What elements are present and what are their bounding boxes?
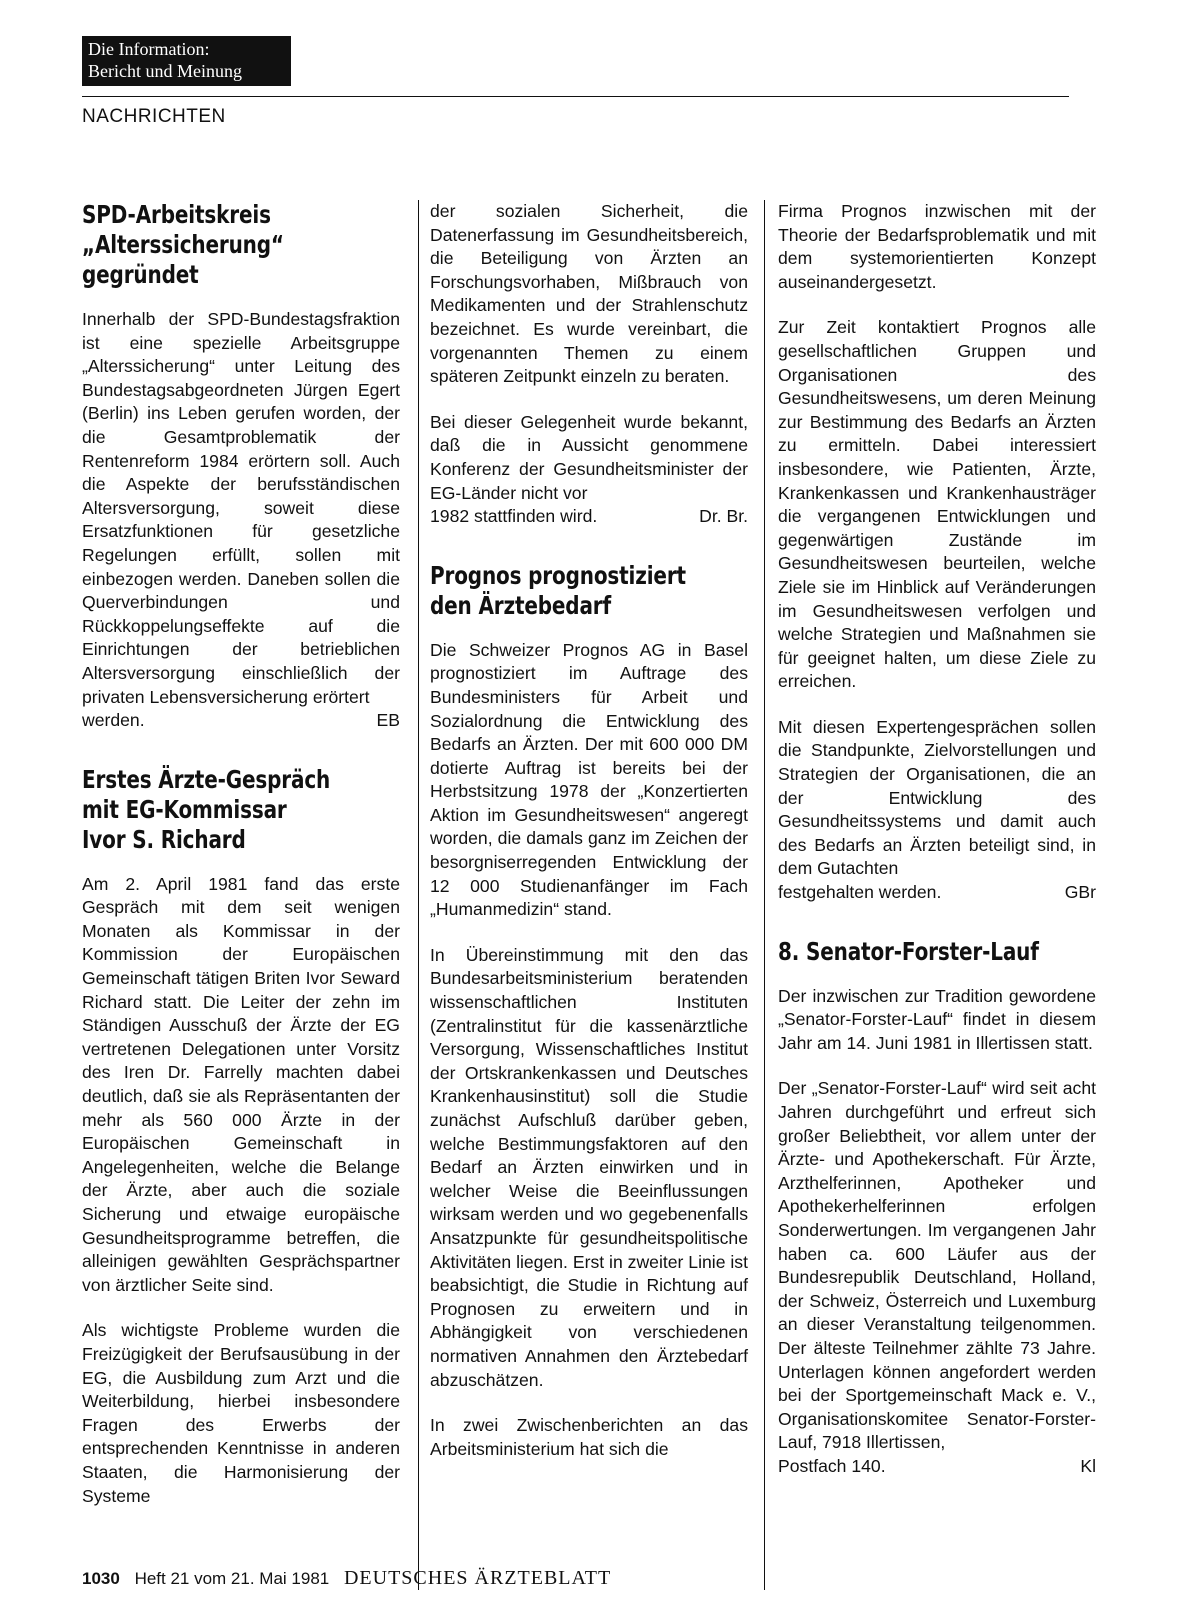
- article-1-headline: [82, 200, 400, 290]
- article-2-paragraph: Am 2. April 1981 fand das erste Gespräch mit dem seit wenigen Monaten als Kommissar in der Kommission der Europäischen Gemeinschaft tätigen Briten Ivor Seward Richard statt. Die Leiter der zehn im Ständigen Ausschuß der Ärzte der EG vertretenen Delegationen unter Vorsitz des Iren Dr. Farrelly machten dabei deutlich, daß sie als Repräsentanten der mehr als 560 000 Ärzte in der Europäischen Gemeinschaft in Angelegenheiten, welche die Belange der Ärzte, aber auch die soziale Sicherung und etwaige europäische Gesundheitsprogramme betreffen, die alleinigen gewählten Gesprächspartner von ärztlicher Seite sind.: [82, 873, 400, 1295]
- issue-info: Heft 21 vom 21. Mai 1981: [134, 1569, 330, 1588]
- article-3-paragraph: Firma Prognos inzwischen mit der Theorie der Bedarfsproblematik und mit dem systemorientierten Konzept auseinandergesetzt.: [778, 201, 1096, 292]
- article-3-paragraph: In Übereinstimmung mit den das Bundesarbeitsministerium beratenden wissenschaftlichen Instituten (Zentralinstitut für die kassenärztliche Versorgung, Wissenschaftliches Institut der Ortskrankenkassen und Deutsches Krankenhausinstitut) soll die Studie zunächst Aufschluß darüber geben, welche Bestimmungsfaktoren auf den Bedarf an Ärzten einwirken und in welcher Weise die Beeinflussungen wirksam werden und wo gegebenenfalls Ansatzpunkte für gesundheitspolitische Aktivitäten liegen. Erst in zweiter Linie ist beabsichtigt, die Studie in Richtung auf Prognosen zu erweitern und in Abhängigkeit von verschiedenen normativen Annahmen den Ärztebedarf abzuschätzen.: [430, 944, 748, 1390]
- article-1-headline-line: SPD-Arbeitskreis: [82, 200, 271, 229]
- article-2-last-line: 1982 stattfinden wird.: [430, 506, 598, 527]
- article-4-closing-line: [778, 1455, 1096, 1479]
- article-3-headline-line: den Ärztebedarf: [430, 590, 612, 620]
- article-1-closing-line: [82, 709, 400, 733]
- article-4-paragraph: Der inzwischen zur Tradition gewordene „Senator-Forster-Lauf“ findet in diesem Jahr am 14. Juni 1981 in Illertissen statt.: [778, 985, 1096, 1053]
- page-footer: [82, 1567, 611, 1590]
- article-3-headline-line: Prognos prognostiziert: [430, 560, 686, 590]
- article-4-headline-line: 8. Senator-Forster-Lauf: [778, 936, 1039, 966]
- article-3-signature: GBr: [1064, 882, 1096, 903]
- article-2-headline-line: Ivor S. Richard: [82, 824, 246, 854]
- article-2-closing-line: [430, 505, 748, 529]
- article-3-paragraph: Mit diesen Expertengesprächen sollen die Standpunkte, Zielvorstellungen und Strategien der Organisationen, die an der Entwicklung des Gesundheitssystems und damit auch des Bedarfs an Ärzten beteiligt sind, in dem Gutachten: [778, 716, 1096, 879]
- article-2-headline-line: mit EG-Kommissar: [82, 794, 287, 824]
- article-2-signature: Dr. Br.: [699, 506, 748, 527]
- article-1-signature: EB: [376, 710, 400, 731]
- column-divider-1: [418, 200, 419, 1590]
- article-4-signature: Kl: [1080, 1455, 1096, 1476]
- column-3: [778, 200, 1096, 1479]
- header-rule: [82, 96, 1069, 97]
- article-4-paragraph: Der „Senator-Forster-Lauf“ wird seit acht Jahren durchgeführt und erfreut sich großer Beliebtheit, vor allem unter der Ärzte- und Apothekerschaft. Für Ärzte, Arzthelferinnen, Apotheker und Apothekerhelferinnen erfolgen Sonderwertungen. Im vergangenen Jahr haben ca. 600 Läufer aus der Bundesrepublik Deutschland, Holland, der Schweiz, Österreich und Luxemburg an dieser Veranstaltung teilgenommen. Der älteste Teilnehmer zählte 73 Jahre. Unterlagen können angefordert werden bei der Sportgemeinschaft Mack e. V., Organisationskomitee Senator-Forster-Lauf, 7918 Illertissen,: [778, 1078, 1096, 1453]
- column-1: [82, 200, 400, 1508]
- article-3-last-line: festgehalten werden.: [778, 882, 942, 903]
- article-1-headline-line: gegründet: [82, 260, 199, 289]
- article-3-headline: [430, 561, 748, 621]
- article-1-paragraph: Innerhalb der SPD-Bundestagsfraktion ist eine spezielle Arbeitsgruppe „Alterssicherung“ unter Leitung des Bundestagsabgeordneten Jürgen Egert (Berlin) ins Leben gerufen worden, der die Gesamtproblematik der Rentenreform 1984 erörtern soll. Auch die Aspekte der berufsständischen Altersversorgung, soweit diese Ersatzfunktionen für gesetzliche Regelungen erfüllt, sollen mit einbezogen werden. Daneben sollen die Querverbindungen und Rückkoppelungseffekte auf die Einrichtungen der betrieblichen Altersversorgung einschließlich der privaten Lebensversicherung erörtert: [82, 309, 400, 707]
- column-2: [430, 200, 748, 1461]
- article-2-headline: [82, 765, 400, 855]
- article-1-headline-line: „Alterssicherung“: [82, 230, 284, 259]
- article-3-closing-line: [778, 881, 1096, 905]
- article-4-last-line: Postfach 140.: [778, 1455, 886, 1476]
- masthead: DEUTSCHES ÄRZTEBLATT: [343, 1567, 612, 1589]
- category-label-line-2: Bericht und Meinung: [88, 61, 242, 81]
- article-2-paragraph: der sozialen Sicherheit, die Datenerfassung im Gesundheitsbereich, die Beteiligung von Ärzten an Forschungsvorhaben, Mißbrauch von Medikamenten und der Strahlenschutz bezeichnet. Es wurde vereinbart, die vorgenannten Themen zu einem späteren Zeitpunkt einzeln zu beraten.: [430, 201, 748, 387]
- article-4-headline: [778, 937, 1096, 967]
- section-title: NACHRICHTEN: [82, 106, 226, 127]
- article-2-headline-line: Erstes Ärzte-Gespräch: [82, 764, 331, 794]
- article-1-last-line: werden.: [82, 710, 145, 731]
- article-3-paragraph: Zur Zeit kontaktiert Prognos alle gesellschaftlichen Gruppen und Organisationen des Gesundheitswesens, um deren Meinung zur Bestimmung des Bedarfs an Ärzten zu ermitteln. Dabei interessiert insbesondere, wie Patienten, Ärzte, Krankenkassen und Krankenhausträger die vergangenen Entwicklungen und gegenwärtigen Zustände im Gesundheitswesen beurteilen, welche Ziele sie im Hinblick auf Veränderungen im Gesundheitswesen verfolgen und welche Strategien und Maßnahmen sie für geeignet halten, um diese Ziele zu erreichen.: [778, 317, 1096, 692]
- column-divider-2: [764, 200, 765, 1590]
- page-number: 1030: [82, 1569, 120, 1588]
- category-label: [82, 36, 291, 86]
- article-3-paragraph: In zwei Zwischenberichten an das Arbeitsministerium hat sich die: [430, 1415, 748, 1459]
- article-2-paragraph: Bei dieser Gelegenheit wurde bekannt, daß die in Aussicht genommene Konferenz der Gesundheitsminister der EG-Länder nicht vor: [430, 411, 748, 503]
- article-3-paragraph: Die Schweizer Prognos AG in Basel prognostiziert im Auftrage des Bundesministers für Arbeit und Sozialordnung die Entwicklung des Bedarfs an Ärzten. Der mit 600 000 DM dotierte Auftrag ist bereits bei der Herbstsitzung 1978 der „Konzertierten Aktion im Gesundheitswesen“ angeregt worden, die damals ganz im Zeichen der besorgniserregenden Entwicklung der 12 000 Studienanfänger im Fach „Humanmedizin“ stand.: [430, 639, 748, 920]
- category-label-line-1: Die Information:: [88, 39, 210, 59]
- article-2-paragraph: Als wichtigste Probleme wurden die Freizügigkeit der Berufsausübung in der EG, die Ausbildung zum Arzt und die Weiterbildung, hierbei insbesondere Fragen des Erwerbs der entsprechenden Kenntnisse in anderen Staaten, die Harmonisierung der Systeme: [82, 1320, 400, 1506]
